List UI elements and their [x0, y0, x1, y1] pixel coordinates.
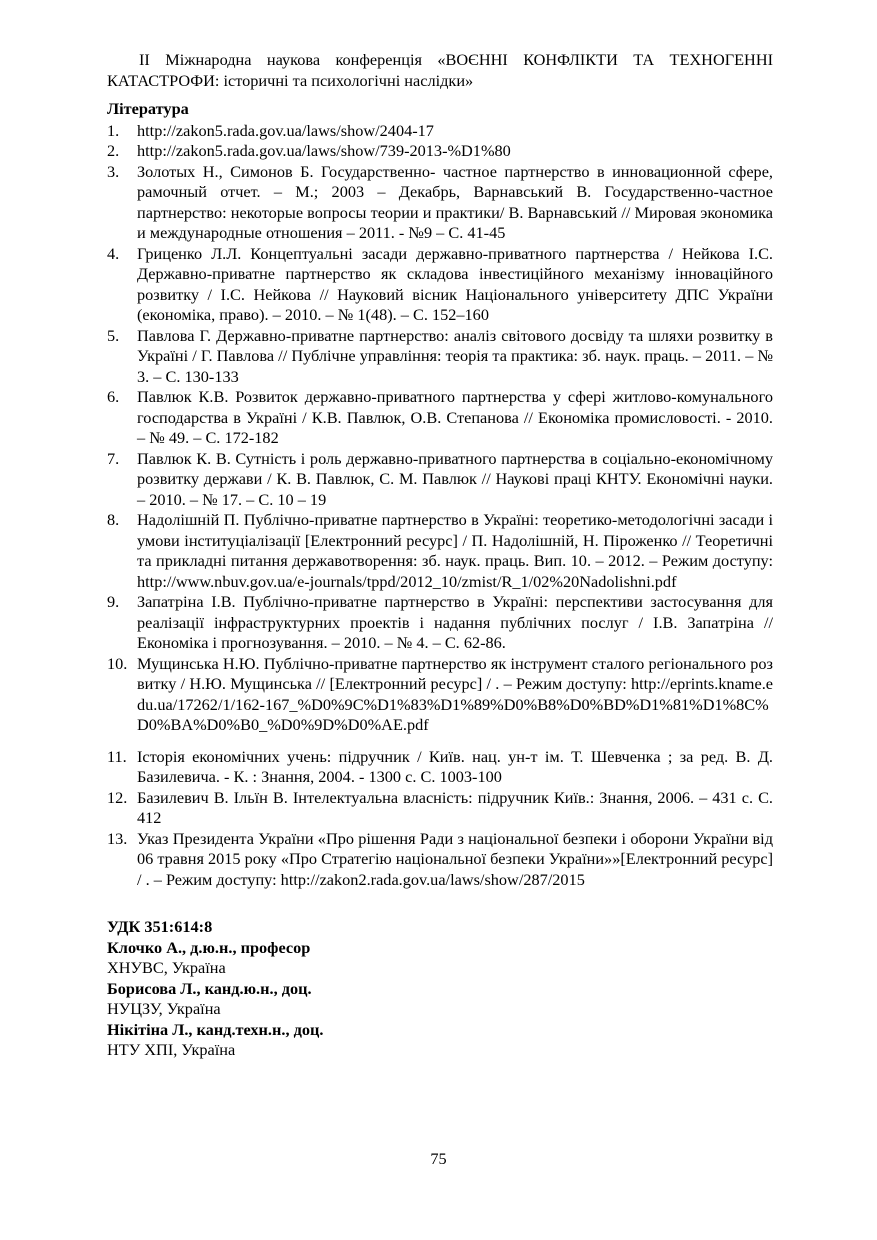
author-name: Нікітіна Л., канд.техн.н., доц. — [107, 1019, 324, 1039]
reference-number: 7. — [107, 448, 120, 468]
reference-text: Золотых Н., Симонов Б. Государственно- частное партнерство в инновационной сфере, рамочный отчет. – М.; 2003 – Декабрь, Варнавський В. Государственно-частное партнерство: некоторые вопросы теории и практики/ В. Варнавський // Мировая экономика и международные отношения – 2011. - №9 – С. 41-45 — [137, 161, 773, 242]
literature-heading: Література — [107, 99, 189, 118]
author-affiliation: ХНУВС, Україна — [107, 958, 226, 977]
reference-item — [107, 510, 773, 592]
reference-item — [107, 244, 773, 326]
reference-number: 3. — [107, 161, 120, 181]
reference-number: 12. — [107, 787, 128, 807]
reference-text: Павлюк К. В. Сутність і роль державно-приватного партнерства в соціально-економічному розвитку держави / К. В. Павлюк, С. М. Павлюк // Наукові праці КНТУ. Економічні науки. – 2010. – № 17. – С. 10 – 19 — [137, 448, 773, 509]
reference-item — [107, 654, 773, 736]
reference-text: http://zakon5.rada.gov.ua/laws/show/739-2013-%D1%80 — [137, 141, 511, 160]
reference-list — [107, 121, 773, 891]
reference-text: Мущинська Н.Ю. Публічно-приватне партнерство як інструмент сталого регіонального розвитку / Н.Ю. Мущинська // [Електронний ресурс] / . – Режим доступу: http://eprints.kname.edu.ua/17262/1/162-167_%D0%9C%D1%83%D1%89%D0%B8%D0%BD%D1%81%D1%8C%D0%BA%D0%B0_%D0%9D%D0%AE.pdf — [137, 653, 773, 734]
reference-number: 9. — [107, 592, 120, 611]
reference-text: Павлова Г. Державно-приватне партнерство: аналіз світового досвіду та шляхи розвитку в Україні / Г. Павлова // Публічне управління: теорія та практика: зб. наук. праць. – 2011. – № 3. – С. 130-133 — [137, 325, 773, 386]
reference-number: 4. — [107, 243, 120, 263]
reference-number: 1. — [107, 120, 120, 140]
next-article-header — [107, 917, 773, 1061]
reference-text: Указ Президента України «Про рішення Ради з національної безпеки і оборони України від 06 травня 2015 року «Про Стратегію національної безпеки України»»[Електронний ресурс] / . – Режим доступу: http://zakon2.rada.gov.ua/laws/show/287/2015 — [137, 828, 773, 889]
reference-number: 6. — [107, 387, 120, 406]
reference-number: 8. — [107, 510, 120, 529]
reference-number: 2. — [107, 141, 120, 160]
reference-text: Гриценко Л.Л. Концептуальні засади державно-приватного партнерства / Нейкова І.С. Державно-приватне партнерство як складова інвестиційного механізму інноваційного розвитку / І.С. Нейкова // Науковий вісник Національного університету ДПС України (економіка, право). – 2010. – № 1(48). – С. 152–160 — [137, 243, 773, 324]
reference-item — [107, 162, 773, 244]
reference-number: 13. — [107, 828, 128, 848]
reference-item — [107, 121, 773, 142]
reference-text: Надолішній П. Публічно-приватне партнерство в Україні: теоретико-методологічні засади і умови інституціалізації [Електронний ресурс] / П. Надолішній, Н. Піроженко // Теоретичні та прикладні питання державотворення: зб. наук. праць. Вип. 10. – 2012. – Режим доступу: http://www.nbuv.gov.ua/e-journals/tppd/2012_10/zmist/R_1/02%20Nadolishni.pdf — [137, 510, 773, 591]
reference-item — [107, 592, 773, 654]
reference-item — [107, 141, 773, 162]
reference-item — [107, 829, 773, 891]
reference-item — [107, 326, 773, 388]
page-body — [107, 50, 773, 1061]
reference-item — [107, 788, 773, 829]
reference-text: http://zakon5.rada.gov.ua/laws/show/2404-17 — [137, 120, 434, 140]
author-name: Клочко А., д.ю.н., професор — [107, 937, 311, 957]
reference-text: Базилевич В. Ільїн В. Інтелектуальна власність: підручник Київ.: Знання, 2006. – 431 с. С. 412 — [137, 787, 773, 827]
udk-code: УДК 351:614:8 — [107, 917, 213, 936]
author-affiliation: НТУ ХПІ, Україна — [107, 1040, 236, 1059]
reference-item — [107, 747, 773, 788]
reference-number: 11. — [107, 746, 127, 766]
reference-text: Павлюк К.В. Розвиток державно-приватного партнерства у сфері житлово-комунального господарства в Україні / К.В. Павлюк, О.В. Степанова // Економіка промисловості. - 2010. – № 49. – С. 172-182 — [137, 387, 773, 447]
reference-number: 10. — [107, 653, 128, 673]
reference-text: Історія економічних учень: підручник / Київ. нац. ун-т ім. Т. Шевченка ; за ред. В. Д. Базилевича. - К. : Знання, 2004. - 1300 с. С. 1003-100 — [137, 746, 773, 786]
reference-item — [107, 387, 773, 449]
author-name: Борисова Л., канд.ю.н., доц. — [107, 978, 312, 998]
conference-header: II Міжнародна наукова конференція «ВОЄННІ КОНФЛІКТИ ТА ТЕХНОГЕННІ КАТАСТРОФИ: історичні та психологічні наслідки» — [107, 50, 773, 90]
reference-text: Запатріна І.В. Публічно-приватне партнерство в Україні: перспективи застосування для реалізації інфраструктурних проектів і надання публічних послуг / І.В. Запатріна // Економіка і прогнозування. – 2010. – № 4. – С. 62-86. — [137, 592, 773, 652]
page-number: 75 — [430, 1149, 447, 1168]
reference-item — [107, 449, 773, 511]
author-affiliation: НУЦЗУ, Україна — [107, 999, 221, 1018]
reference-number: 5. — [107, 325, 120, 345]
